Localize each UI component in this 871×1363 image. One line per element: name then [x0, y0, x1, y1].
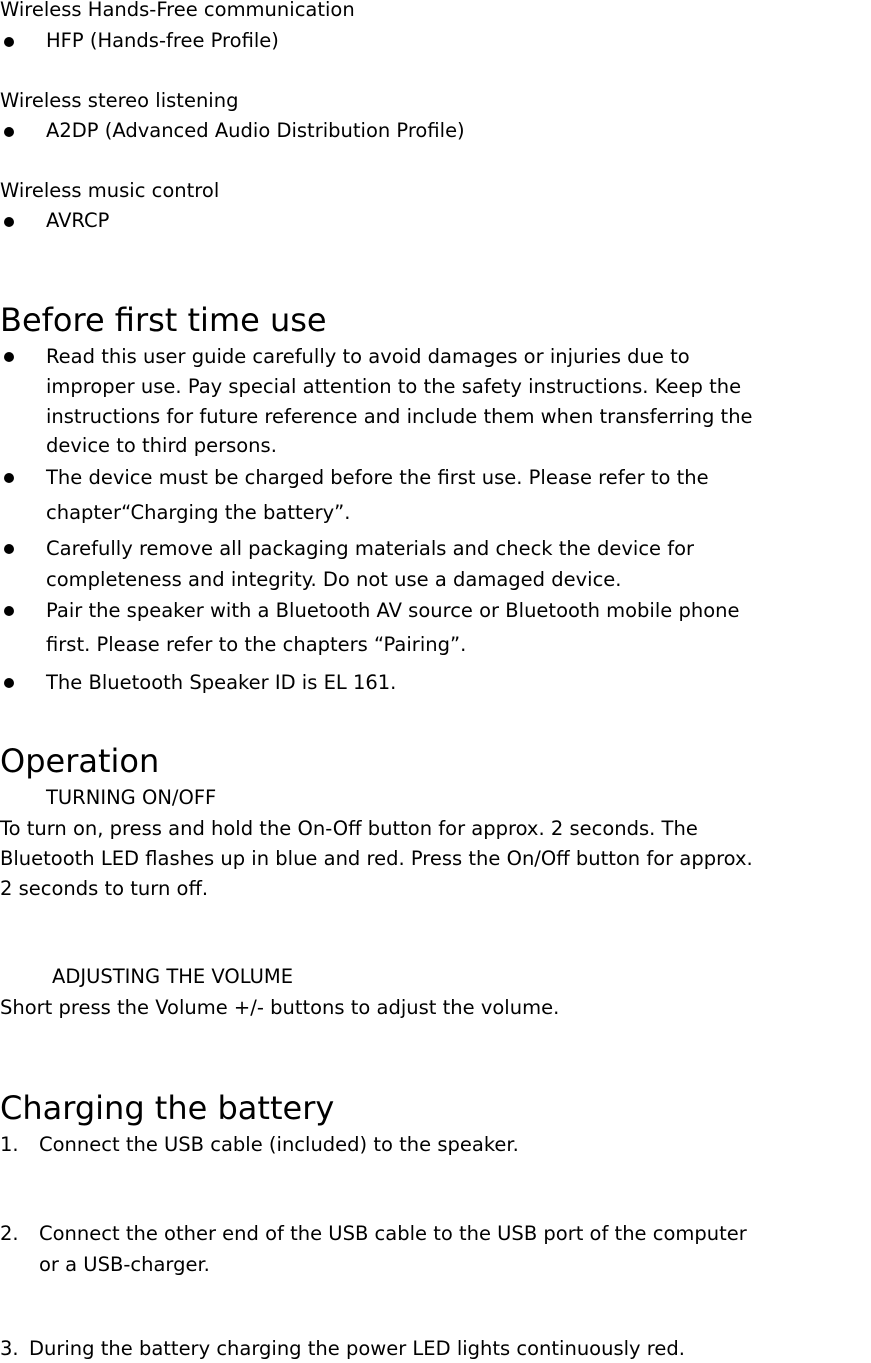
profile-heading: Wireless music control — [0, 179, 220, 202]
section-title: Before first time use — [0, 301, 327, 339]
subsection-title: TURNING ON/OFF — [46, 786, 217, 809]
step-text: During the battery charging the power LED lights continuously red. — [29, 1337, 685, 1360]
profile-heading: Wireless stereo listening — [0, 89, 239, 112]
bullet-icon — [4, 127, 14, 137]
bullet-icon — [4, 217, 14, 227]
paragraph-line: 2 seconds to turn off. — [0, 877, 209, 900]
step-number: 3. — [0, 1337, 19, 1360]
bullet-text: Read this user guide carefully to avoid damages or injuries due to — [46, 345, 690, 368]
bullet-text: instructions for future reference and include them when transferring the — [46, 405, 753, 428]
bullet-text: The Bluetooth Speaker ID is EL 161. — [46, 671, 397, 694]
bullet-icon — [4, 352, 14, 362]
section-title: Charging the battery — [0, 1089, 335, 1127]
bullet-icon — [4, 606, 14, 616]
bullet-icon — [4, 678, 14, 688]
bullet-text: Carefully remove all packaging materials and check the device for — [46, 537, 695, 560]
profile-item: A2DP (Advanced Audio Distribution Profile) — [46, 119, 465, 142]
bullet-text: first. Please refer to the chapters “Pairing”. — [46, 633, 467, 656]
profile-heading: Wireless Hands-Free communication — [0, 0, 355, 21]
bullet-text: chapter“Charging the battery”. — [46, 501, 351, 524]
step-text: Connect the USB cable (included) to the speaker. — [39, 1133, 519, 1156]
subsection-title: ADJUSTING THE VOLUME — [52, 965, 294, 988]
step-number: 2. — [0, 1222, 19, 1245]
bullet-text: improper use. Pay special attention to the safety instructions. Keep the — [46, 375, 742, 398]
bullet-icon — [4, 544, 14, 554]
step-text: Connect the other end of the USB cable to the USB port of the computer — [39, 1222, 747, 1245]
paragraph-line: To turn on, press and hold the On-Off button for approx. 2 seconds. The — [0, 817, 698, 840]
step-text: or a USB-charger. — [39, 1253, 210, 1276]
bullet-text: The device must be charged before the first use. Please refer to the — [46, 466, 709, 489]
bullet-text: completeness and integrity. Do not use a damaged device. — [46, 568, 622, 591]
profile-item: HFP (Hands-free Profile) — [46, 29, 279, 52]
bullet-text: device to third persons. — [46, 434, 277, 457]
bullet-text: Pair the speaker with a Bluetooth AV source or Bluetooth mobile phone — [46, 599, 740, 622]
paragraph-line: Short press the Volume +/- buttons to adjust the volume. — [0, 996, 560, 1019]
paragraph-line: Bluetooth LED flashes up in blue and red. Press the On/Off button for approx. — [0, 847, 753, 870]
section-title: Operation — [0, 742, 160, 780]
bullet-icon — [4, 37, 14, 47]
profile-item: AVRCP — [46, 209, 110, 232]
step-number: 1. — [0, 1133, 19, 1156]
bullet-icon — [4, 473, 14, 483]
